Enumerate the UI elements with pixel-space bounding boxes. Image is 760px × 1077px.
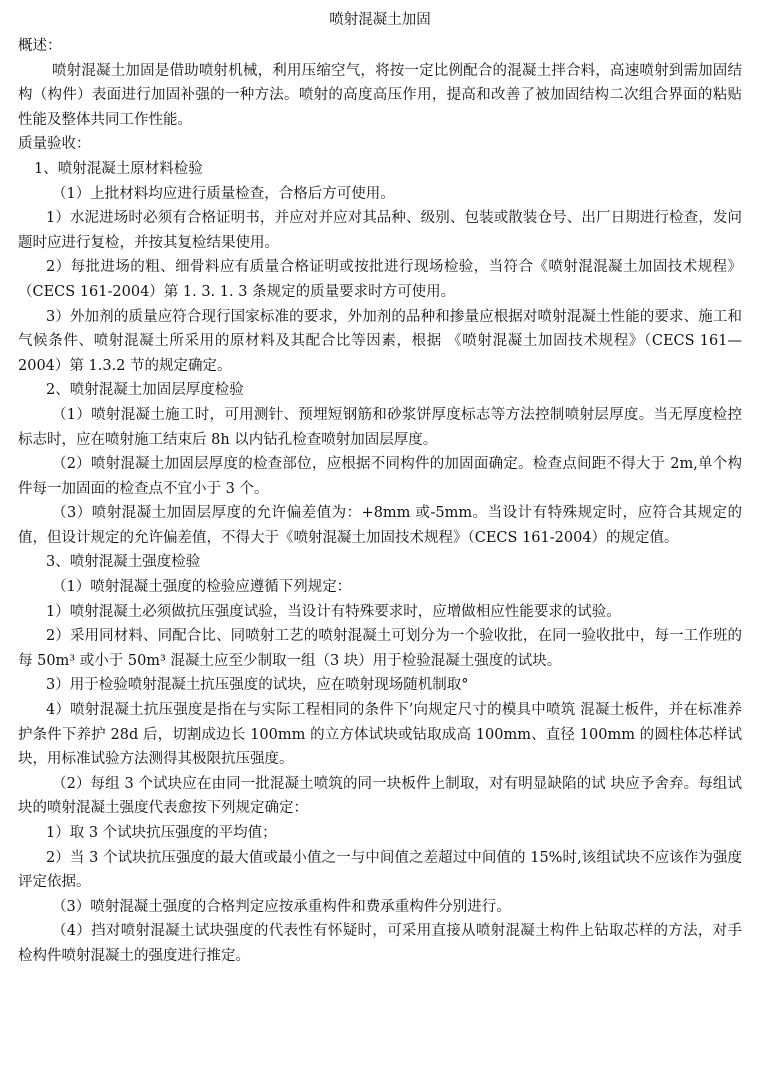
section-2-item-2: （2）喷射混凝土加固层厚度的检查部位，应根据不同构件的加固面确定。检查点间距不得大于 2m,单个构件每一加固面的检查点不宜小于 3 个。 — [18, 456, 742, 497]
section-3-sub-3: 3）用于检验喷射混凝土抗压强度的试块，应在喷射现场随机制取° — [46, 677, 469, 694]
section-3-item-1: （1）喷射混凝土强度的检验应遵循下列规定： — [52, 579, 352, 596]
section-1-item-1: （1）上批材料均应进行质量检查，合格后方可使用。 — [52, 185, 395, 202]
section-3-item-3: （3）喷射混凝土强度的合格判定应按承重构件和费承重构件分别进行。 — [52, 898, 511, 915]
section-3-heading: 3、喷射混凝土强度检验 — [46, 554, 201, 571]
section-3-sub-1: 1）喷射混凝土必须做抗压强度试验，当设计有特殊要求时，应增做相应性能要求的试验。 — [46, 603, 621, 620]
document-title: 喷射混凝土加固 — [329, 12, 431, 28]
section-2-item-3: （3）喷射混凝土加固层厚度的允许偏差值为：+8mm 或-5mm。当设计有特殊规定时，应符合其规定的值，但设计规定的允许偏差值，不得大于《喷射混凝土加固技术规程》（CECS 161-2004）的规定值。 — [18, 505, 742, 546]
overview-heading: 概述： — [18, 38, 62, 54]
section-1-sub-3: 3）外加剂的质量应符合现行国家标准的要求，外加剂的品种和掺量应根据对喷射混凝土性能的要求、施工和气候条件、喷射混凝土所采用的原材料及其配合比等因素，根据 《喷射混凝土加固技术规程》（CECS 161—2004）第 1.3.2 节的规定确定。 — [18, 308, 742, 374]
section-3-sub-4: 4）喷射混凝土抗压强度是指在与实际工程相同的条件下’向规定尺寸的模具中喷筑 混凝土板件，并在标准养护条件下养护 28d 后，切割成边长 100mm 的立方体试块或钻取成高 100mm、直径 100mm 的圆柱体芯样试块，用标准试验方法测得其极限抗压强度。 — [18, 702, 742, 768]
section-2-heading: 2、喷射混凝土加固层厚度检验 — [46, 382, 244, 399]
section-3-sub-6: 2）当 3 个试块抗压强度的最大值或最小值之一与中间值之差超过中间值的 15%时,该组试块不应该作为强度评定依据。 — [18, 849, 742, 891]
section-3-sub-2: 2）采用同材料、同配合比、同喷射工艺的喷射混凝土可划分为一个验收批，在同一验收批中，每一工作班的每 50m³ 或小于 50m³ 混凝土应至少制取一组（3 块）用于检验混凝土强度的试块。 — [18, 628, 742, 669]
section-1-sub-1: 1）水泥进场时必须有合格证明书，并应对并应对其品种、级别、包装或散装仓号、出厂日期进行检查，发问题时应进行复检，并按其复检结果使用。 — [18, 210, 742, 251]
section-3-item-4: （4）挡对喷射混凝土试块强度的代表性有怀疑时，可采用直接从喷射混凝土构件上钻取芯样的方法，对手检构件喷射混凝土的强度进行推定。 — [18, 923, 742, 964]
section-1-sub-2: 2）每批进场的粗、细骨料应有质量合格证明或按批进行现场检验，当符合《喷射混混凝土加固技术规程》（CECS 161-2004）第 1. 3. 1. 3 条规定的质量要求时方可使用。 — [18, 259, 742, 300]
section-1-heading: 1、喷射混凝土原材料检验 — [34, 160, 203, 177]
overview-paragraph: 喷射混凝土加固是借助喷射机械，利用压缩空气，将按一定比例配合的混凝土拌合料，高速喷射到需加固结构（构件）表面进行加固补强的一种方法。喷射的高度高压作用，提高和改善了被加固结构二次组合界面的粘贴性能及整体共同工作性能。 — [18, 62, 742, 128]
section-2-item-1: （1）喷射混凝土施工时，可用测针、预埋短钢筋和砂浆饼厚度标志等方法控制喷射层厚度。当无厚度检控标志时，应在喷射施工结束后 8h 以内钻孔检查喷射加固层厚度。 — [18, 406, 742, 448]
acceptance-heading: 质量验收： — [18, 136, 91, 153]
section-3-item-2: （2）每组 3 个试块应在由同一批混凝土喷筑的同一块板件上制取，对有明显缺陷的试 块应予舍弃。每组试块的喷射混凝土强度代表愈按下列规定确定： — [18, 775, 742, 817]
section-3-sub-5: 1）取 3 个试块抗压强度的平均值； — [46, 825, 277, 841]
